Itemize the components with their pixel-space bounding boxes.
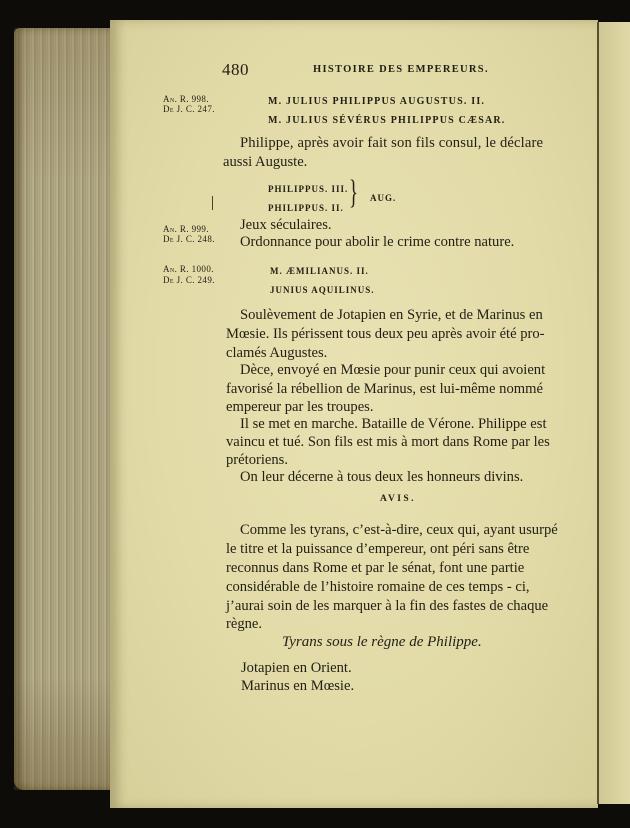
consul-line: PHILIPPUS. III. xyxy=(268,184,349,194)
paragraph-line: Ordonnance pour abolir le crime contre nature. xyxy=(240,234,515,250)
paragraph-line: Philippe, après avoir fait son fils consul, le déclare xyxy=(240,135,544,151)
paragraph-line: On leur décerne à tous deux les honneurs divins. xyxy=(240,469,524,485)
section-heading: AVIS. xyxy=(380,494,416,504)
margin-note-year: De J. C. 247. xyxy=(163,104,215,114)
margin-mark xyxy=(212,196,213,210)
running-title: HISTOIRE DES EMPEREURS. xyxy=(313,64,489,75)
paragraph-line: empereur par les troupes. xyxy=(226,399,374,415)
paragraph-line: Jeux séculaires. xyxy=(240,217,332,233)
list-item: Jotapien en Orient. xyxy=(241,660,352,676)
paragraph-line: Il se met en marche. Bataille de Vérone. Philippe est xyxy=(240,416,547,432)
brace-icon: } xyxy=(349,174,358,211)
margin-note-year: An. R. 998. xyxy=(163,94,209,104)
paragraph-line: reconnus dans Rome et par le sénat, font une partie xyxy=(226,560,525,576)
paragraph-line: Comme les tyrans, c’est-à-dire, ceux qui, ayant usurpé xyxy=(240,522,558,538)
page-edges xyxy=(14,28,124,790)
paragraph-line: considérable de l’histoire romaine de ces temps - ci, xyxy=(226,579,530,595)
margin-note-year: An. R. 1000. xyxy=(163,264,214,274)
paragraph-line: favorisé la rébellion de Marinus, est lui-même nommé xyxy=(226,381,543,397)
margin-note-year: De J. C. 248. xyxy=(163,234,215,244)
paragraph-line: prétoriens. xyxy=(226,452,289,468)
page-number: 480 xyxy=(222,60,249,79)
consul-line: M. JULIUS PHILIPPUS AUGUSTUS. II. xyxy=(268,96,486,107)
paragraph-line: Dèce, envoyé en Mœsie pour punir ceux qui avoient xyxy=(240,362,546,378)
paragraph-line: vaincu et tué. Son fils est mis à mort dans Rome par les xyxy=(226,434,550,450)
consul-line: JUNIUS AQUILINUS. xyxy=(270,285,375,295)
facing-page-edge xyxy=(599,22,630,804)
paragraph-line: clamés Augustes. xyxy=(226,345,328,361)
italic-heading: Tyrans sous le règne de Philippe. xyxy=(282,634,482,650)
list-item: Marinus en Mœsie. xyxy=(241,678,355,694)
paragraph-line: aussi Auguste. xyxy=(223,154,308,170)
paragraph-line: le titre et la puissance d’empereur, ont péri sans être xyxy=(226,541,530,557)
consul-line: M. JULIUS SÉVÉRUS PHILIPPUS CÆSAR. xyxy=(268,115,506,126)
paragraph-line: règne. xyxy=(226,616,263,632)
consul-line: PHILIPPUS. II. xyxy=(268,203,344,213)
margin-note-year: De J. C. 249. xyxy=(163,275,215,285)
paragraph-line: j’aurai soin de les marquer à la fin des fastes de chaque xyxy=(226,598,549,614)
paragraph-line: Soulèvement de Jotapien en Syrie, et de Marinus en xyxy=(240,307,543,323)
brace-label: AUG. xyxy=(370,193,397,203)
consul-line: M. ÆMILIANUS. II. xyxy=(270,266,369,276)
paragraph-line: Mœsie. Ils périssent tous deux peu après avoir été pro- xyxy=(226,326,545,342)
margin-note-year: An. R. 999. xyxy=(163,224,209,234)
